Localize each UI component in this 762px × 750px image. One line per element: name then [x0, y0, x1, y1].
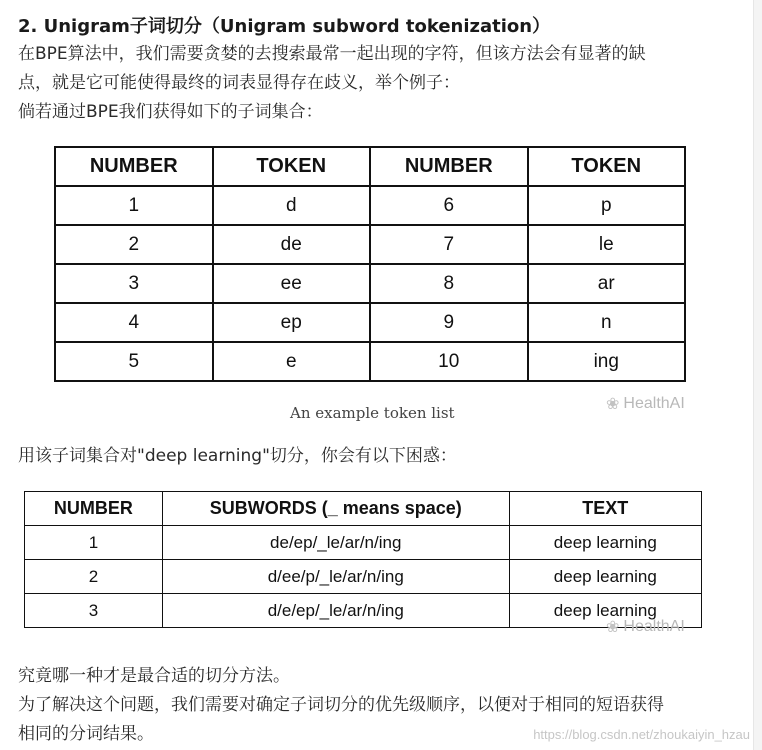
segmentation-table [24, 491, 702, 628]
cell: deep learning [509, 526, 701, 560]
cell: ee [213, 264, 371, 303]
cell: de [213, 225, 371, 264]
cell: d/e/ep/_le/ar/n/ing [162, 594, 509, 628]
watermark-text: HealthAI [623, 395, 685, 412]
wechat-icon: ❀ [606, 396, 620, 413]
header-number: NUMBER [370, 147, 528, 186]
cell: 6 [370, 186, 528, 225]
scrollbar[interactable] [753, 0, 762, 750]
wechat-icon: ❀ [606, 619, 620, 636]
cell: e [213, 342, 371, 381]
cell: 2 [55, 225, 213, 264]
table-row [55, 186, 685, 225]
cell: 3 [25, 594, 163, 628]
cell: 7 [370, 225, 528, 264]
header-text: TEXT [509, 492, 701, 526]
header-subwords: SUBWORDS (_ means space) [162, 492, 509, 526]
cell: deep learning [509, 560, 701, 594]
header-token: TOKEN [213, 147, 371, 186]
intro-paragraph [18, 40, 748, 127]
cell: 1 [55, 186, 213, 225]
cell: 2 [25, 560, 163, 594]
middle-paragraph [18, 442, 748, 471]
table-row [55, 264, 685, 303]
table-row [55, 303, 685, 342]
intro-line: 点，就是它可能使得最终的词表显得存在歧义，举个例子： [18, 73, 460, 93]
intro-line: 倘若通过BPE我们获得如下的子词集合： [18, 102, 323, 122]
header-token: TOKEN [528, 147, 686, 186]
intro-line: 在BPE算法中，我们需要贪婪的去搜索最常一起出现的字符，但该方法会有显著的缺 [18, 44, 646, 64]
cell: 4 [55, 303, 213, 342]
table-row [55, 342, 685, 381]
watermark-text: HealthAI [623, 618, 685, 635]
outro-line: 为了解决这个问题，我们需要对确定子词切分的优先级顺序，以便对于相同的短语获得 [18, 695, 664, 715]
cell: d [213, 186, 371, 225]
token-list-table [54, 146, 686, 382]
section-heading: 2. Unigram子词切分（Unigram subword tokenization） [18, 16, 551, 37]
cell: 1 [25, 526, 163, 560]
table-row [25, 560, 702, 594]
middle-line: 用该子词集合对"deep learning"切分，你会有以下困惑： [18, 446, 457, 466]
cell: le [528, 225, 686, 264]
watermark [606, 617, 685, 637]
cell: ar [528, 264, 686, 303]
cell: 8 [370, 264, 528, 303]
cell: 10 [370, 342, 528, 381]
cell: 9 [370, 303, 528, 342]
table-row [25, 594, 702, 628]
table-header-row [55, 147, 685, 186]
table-header-row [25, 492, 702, 526]
table-row [55, 225, 685, 264]
outro-line: 究竟哪一种才是最合适的切分方法。 [18, 666, 290, 686]
cell: deep learning [509, 594, 701, 628]
outro-line: 相同的分词结果。 [18, 724, 154, 744]
header-number: NUMBER [25, 492, 163, 526]
source-watermark: https://blog.csdn.net/zhoukaiyin_hzau [533, 727, 750, 742]
cell: ep [213, 303, 371, 342]
cell: p [528, 186, 686, 225]
cell: ing [528, 342, 686, 381]
watermark [606, 394, 685, 414]
cell: de/ep/_le/ar/n/ing [162, 526, 509, 560]
table-caption: An example token list [290, 404, 455, 422]
cell: d/ee/p/_le/ar/n/ing [162, 560, 509, 594]
cell: 5 [55, 342, 213, 381]
header-number: NUMBER [55, 147, 213, 186]
table-row [25, 526, 702, 560]
cell: 3 [55, 264, 213, 303]
cell: n [528, 303, 686, 342]
